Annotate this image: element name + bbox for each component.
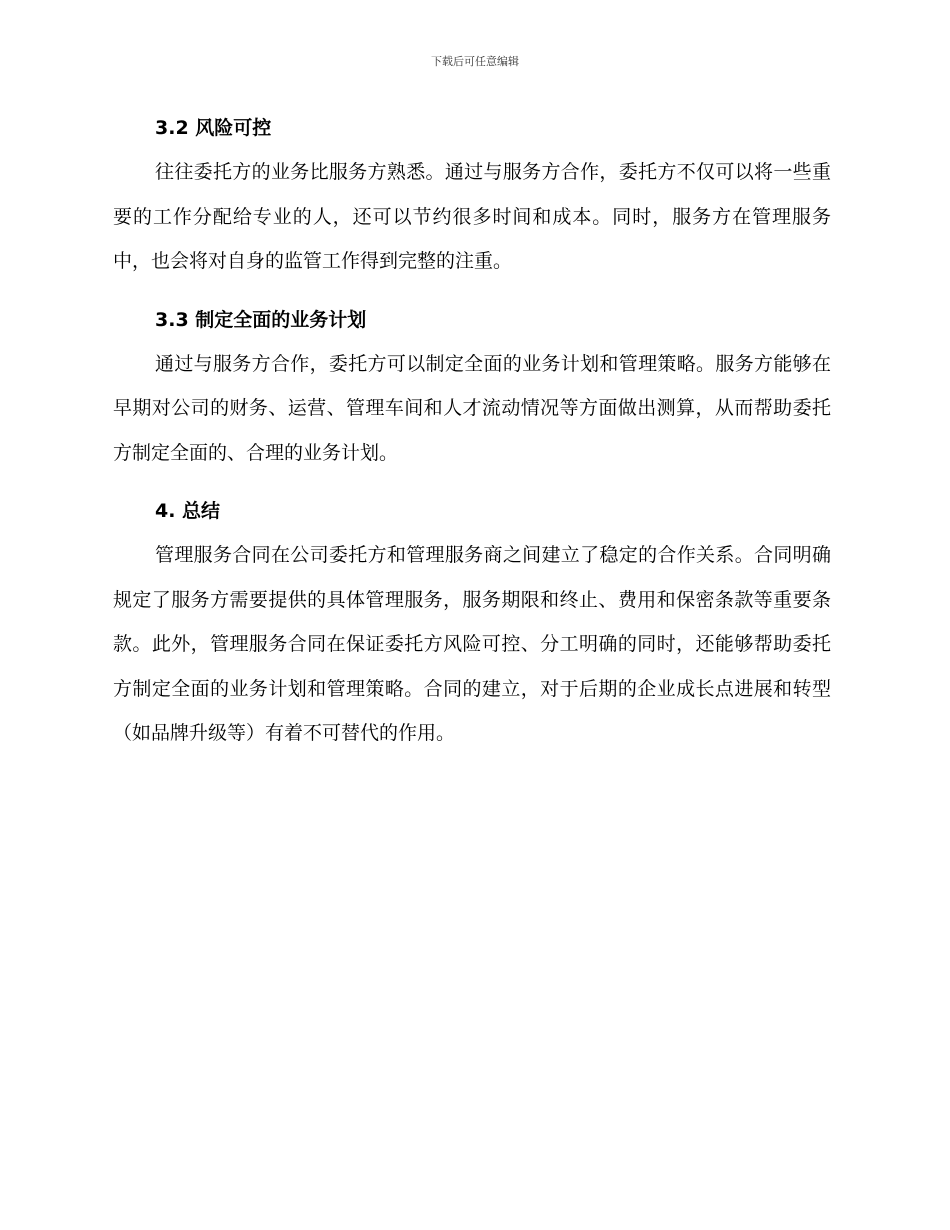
page-header: 下载后可任意编辑 — [431, 55, 519, 68]
section-heading-summary: 4. 总结 — [155, 500, 221, 522]
section-paragraph-summary: 管理服务合同在公司委托方和管理服务商之间建立了稳定的合作关系。合同明确规定了服务方需要提供的具体管理服务，服务期限和终止、费用和保密条款等重要条款。此外，管理服务合同在保证委托方风险可控、分工明确的同时，还能够帮助委托方制定全面的业务计划和管理策略。合同的建立，对于后期的企业成长点进展和转型（如品牌升级等）有着不可替代的作用。 — [113, 544, 831, 744]
section-paragraph-risk-control: 往往委托方的业务比服务方熟悉。通过与服务方合作，委托方不仅可以将一些重要的工作分配给专业的人，还可以节约很多时间和成本。同时，服务方在管理服务中，也会将对自身的监管工作得到完整的注重。 — [113, 161, 831, 272]
section-heading-risk-control: 3.2 风险可控 — [155, 117, 272, 139]
section-heading-business-plan: 3.3 制定全面的业务计划 — [155, 308, 367, 331]
document-body — [113, 110, 831, 756]
section-paragraph-business-plan: 通过与服务方合作，委托方可以制定全面的业务计划和管理策略。服务方能够在早期对公司的财务、运营、管理车间和人才流动情况等方面做出测算，从而帮助委托方制定全面的、合理的业务计划。 — [113, 352, 831, 464]
